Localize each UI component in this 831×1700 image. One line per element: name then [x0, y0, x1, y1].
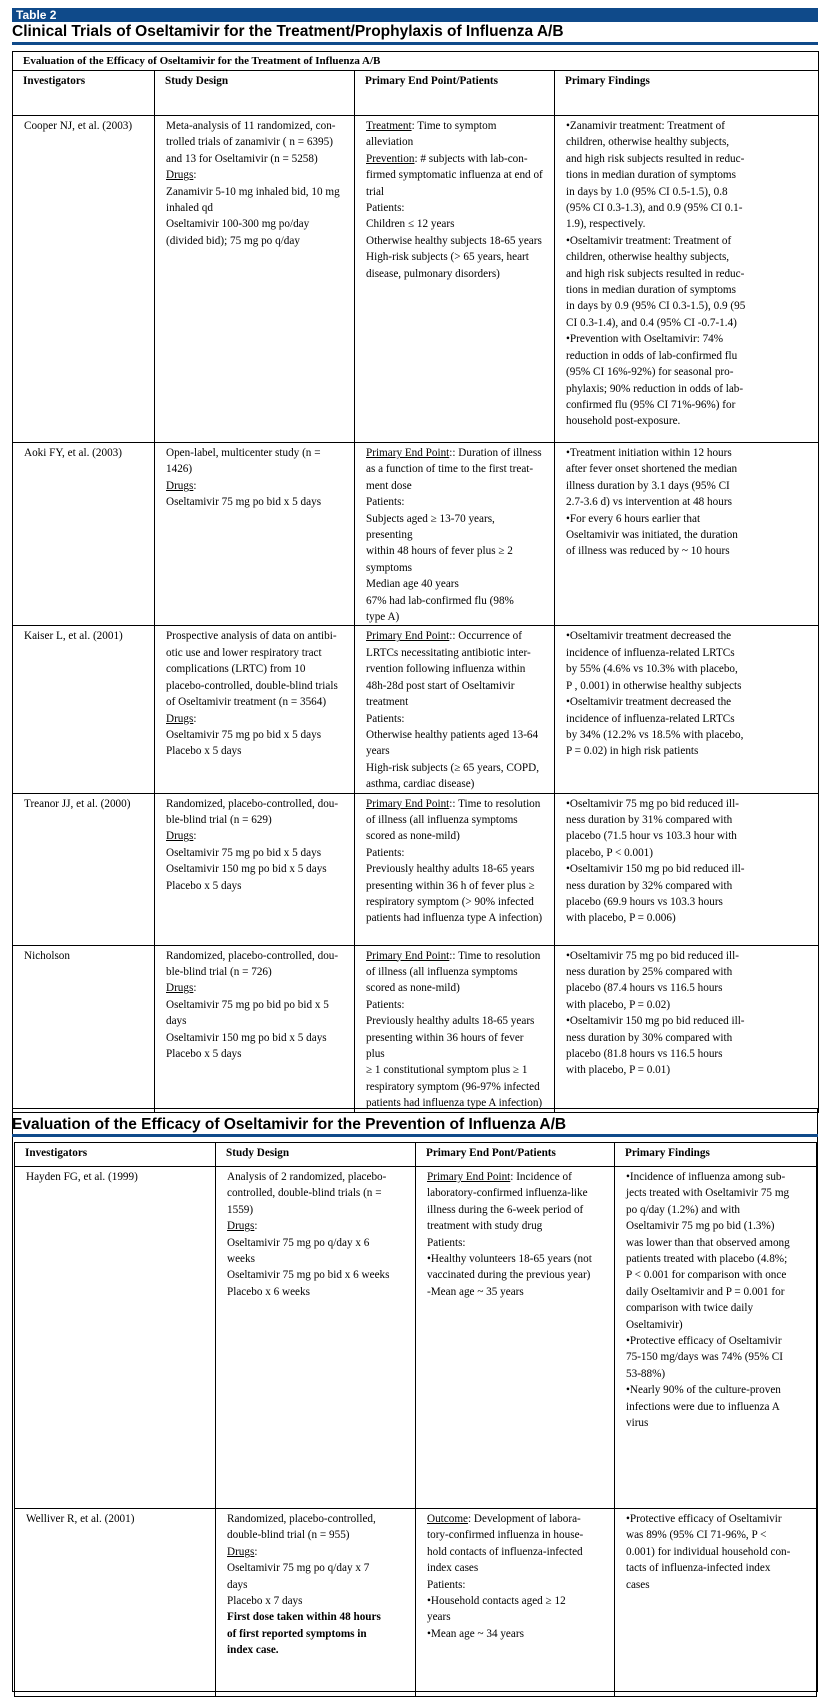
endpoint-line: High-risk subjects (> 65 years, heart: [366, 251, 529, 264]
endpoint-line: Patients:: [366, 712, 405, 725]
design-line: and 13 for Oseltamivir (n = 5258): [166, 152, 318, 165]
findings-line: •Treatment initiation within 12 hours: [566, 447, 732, 459]
findings-line: virus: [626, 1417, 649, 1430]
endpoint-line: firmed symptomatic influenza at end of: [366, 169, 543, 182]
endpoint-line: •Mean age ~ 34 years: [427, 1627, 524, 1640]
findings-line: in days by 1.0 (95% CI 0.5-1.5), 0.8: [566, 185, 728, 198]
findings-line: tions in median duration of symptoms: [566, 169, 736, 182]
findings-line: (95% CI 0.3-1.3), and 0.9 (95% CI 0.1-: [566, 202, 743, 215]
endpoint-cell: [416, 1509, 615, 1697]
findings-line: •Oseltamivir treatment: Treatment of: [566, 234, 732, 247]
endpoint-line: scored as none-mild): [366, 982, 460, 995]
findings-line: ness duration by 32% compared with: [566, 879, 733, 892]
findings-line: phylaxis; 90% reduction in odds of lab-: [566, 382, 744, 395]
endpoint-line: type A): [366, 611, 400, 624]
endpoint-line: respiratory symptom (96-97% infected: [366, 1080, 540, 1093]
design-line: complications (LRTC) from 10: [166, 663, 306, 676]
findings-line: infections were due to influenza A: [626, 1400, 780, 1413]
endpoint-line: scored as none-mild): [366, 830, 460, 843]
design-line: Placebo x 5 days: [166, 879, 242, 892]
findings-line: with placebo, P = 0.02): [566, 998, 671, 1011]
endpoint-line: ≥ 1 constitutional symptom plus ≥ 1: [366, 1064, 528, 1077]
endpoint-line: Primary End Point:: Occurrence of: [366, 630, 522, 643]
design-line: ble-blind trial (n = 726): [166, 965, 272, 978]
table-row: [13, 116, 819, 443]
investigator-cell: Aoki FY, et al. (2003): [13, 443, 155, 626]
endpoint-line: index cases: [427, 1562, 479, 1575]
table-row: [13, 793, 819, 945]
design-cell: [155, 945, 355, 1112]
endpoint-line: Patients:: [366, 998, 405, 1011]
findings-line: ness duration by 25% compared with: [566, 965, 733, 978]
findings-cell: [555, 116, 819, 443]
header-end-point: Primary End Point/Patients: [355, 71, 555, 116]
endpoint-line: of illness (all influenza symptoms: [366, 813, 518, 826]
findings-line: •Protective efficacy of Oseltamivir: [626, 1335, 782, 1348]
design-line: Placebo x 6 weeks: [227, 1285, 310, 1298]
investigator-cell: Kaiser L, et al. (2001): [13, 626, 155, 793]
endpoint-line: ment dose: [366, 479, 412, 492]
design-line: (divided bid); 75 mg po q/day: [166, 234, 300, 247]
design-line: double-blind trial (n = 955): [227, 1529, 350, 1542]
findings-line: illness duration by 3.1 days (95% CI: [566, 479, 730, 492]
design-line: Placebo x 5 days: [166, 745, 242, 758]
design-line: days: [227, 1578, 248, 1591]
design-line: Drugs:: [227, 1220, 258, 1233]
findings-cell: [555, 945, 819, 1112]
endpoint-line: Treatment: Time to symptom: [366, 120, 497, 132]
endpoint-line: presenting within 36 hours of fever plus: [366, 1031, 524, 1060]
findings-line: ness duration by 30% compared with: [566, 1031, 733, 1044]
endpoint-line: Primary End Point:: Time to resolution: [366, 949, 541, 962]
findings-line: cases: [626, 1578, 650, 1591]
endpoint-line: Patients:: [427, 1578, 466, 1591]
design-line: Oseltamivir 75 mg po q/day x 6: [227, 1236, 370, 1249]
design-line: Drugs:: [166, 830, 197, 843]
findings-line: (95% CI 16%-92%) for seasonal pro-: [566, 366, 734, 379]
endpoint-line: Otherwise healthy subjects 18-65 years: [366, 234, 542, 247]
endpoint-line: asthma, cardiac disease): [366, 778, 475, 791]
endpoint-line: Primary End Point:: Time to resolution: [366, 797, 541, 810]
table-row: [13, 626, 819, 793]
findings-line: •Oseltamivir treatment decreased the: [566, 630, 732, 643]
design-cell: [155, 626, 355, 793]
findings-line: P , 0.001) in otherwise healthy subjects: [566, 679, 742, 692]
design-line: otic use and lower respiratory tract: [166, 646, 322, 659]
endpoint-cell: [355, 793, 555, 945]
design-line: Randomized, placebo-controlled, dou-: [166, 949, 339, 962]
findings-line: after fever onset shortened the median: [566, 463, 738, 476]
endpoint-line: treatment with study drug: [427, 1220, 543, 1233]
design-line: of first reported symptoms in: [227, 1627, 367, 1640]
design-line: of Oseltamivir treatment (n = 3564): [166, 696, 327, 709]
design-line: First dose taken within 48 hours: [227, 1611, 381, 1624]
design-line: Oseltamivir 100-300 mg po/day: [166, 218, 310, 231]
investigator-cell: Nicholson: [13, 945, 155, 1112]
header-investigators: Investigators: [13, 71, 155, 116]
design-line: Drugs:: [166, 169, 197, 182]
findings-line: and high risk subjects resulted in reduc-: [566, 267, 745, 280]
findings-line: •Oseltamivir 150 mg po bid reduced ill-: [566, 1015, 745, 1028]
findings-line: by 34% (12.2% vs 18.5% with placebo,: [566, 728, 744, 741]
findings-line: Oseltamivir 75 mg po bid (1.3%): [626, 1220, 775, 1233]
endpoint-line: Otherwise healthy patients aged 13-64: [366, 728, 539, 741]
design-line: Placebo x 5 days: [166, 1047, 242, 1060]
design-cell: [216, 1509, 416, 1697]
findings-line: •Prevention with Oseltamivir: 74%: [566, 333, 724, 346]
design-line: Drugs:: [166, 982, 197, 995]
endpoint-cell: [355, 443, 555, 626]
investigator-cell: Hayden FG, et al. (1999): [15, 1167, 216, 1509]
endpoint-line: patients had influenza type A infection): [366, 1097, 543, 1110]
prevention-title-rule: [12, 1134, 818, 1137]
endpoint-line: laboratory-confirmed influenza-like: [427, 1187, 588, 1200]
endpoint-line: Children ≤ 12 years: [366, 218, 455, 231]
endpoint-line: vaccinated during the previous year): [427, 1269, 591, 1282]
findings-line: •Oseltamivir 150 mg po bid reduced ill-: [566, 863, 745, 876]
findings-line: placebo (81.8 hours vs 116.5 hours: [566, 1047, 723, 1060]
design-line: controlled, double-blind trials (n =: [227, 1187, 382, 1200]
findings-line: •Oseltamivir treatment decreased the: [566, 696, 732, 709]
findings-line: CI 0.3-1.4), and 0.4 (95% CI -0.7-1.4): [566, 316, 737, 329]
findings-line: and high risk subjects resulted in reduc-: [566, 152, 745, 165]
endpoint-line: of illness (all influenza symptoms: [366, 965, 518, 978]
findings-line: •Oseltamivir 75 mg po bid reduced ill-: [566, 797, 739, 810]
design-line: trolled trials of zanamivir ( n = 6395): [166, 136, 333, 149]
table-tag: Table 2: [12, 8, 818, 22]
findings-line: po q/day (1.2%) and with: [626, 1203, 741, 1216]
design-line: Meta-analysis of 11 randomized, con-: [166, 120, 336, 132]
endpoint-line: symptoms: [366, 561, 413, 574]
design-line: Oseltamivir 75 mg po bid x 5 days: [166, 496, 322, 509]
design-line: Oseltamivir 75 mg po bid po bid x 5: [166, 998, 329, 1011]
design-cell: [155, 793, 355, 945]
findings-line: 2.7-3.6 d) vs intervention at 48 hours: [566, 496, 732, 509]
treatment-caption: Evaluation of the Efficacy of Oseltamivir for the Treatment of Influenza A/B: [13, 52, 819, 71]
findings-line: placebo (71.5 hour vs 103.3 hour with: [566, 830, 737, 843]
endpoint-line: •Healthy volunteers 18-65 years (not: [427, 1253, 592, 1266]
endpoint-line: respiratory symptom (> 90% infected: [366, 895, 534, 908]
findings-line: tacts of influenza-infected index: [626, 1562, 771, 1575]
findings-line: 53-88%): [626, 1367, 666, 1380]
header-study-design: Study Design: [216, 1143, 416, 1167]
findings-line: •Oseltamivir 75 mg po bid reduced ill-: [566, 949, 739, 962]
findings-line: 0.001) for individual household con-: [626, 1545, 791, 1558]
findings-line: household post-exposure.: [566, 415, 681, 428]
findings-cell: [615, 1167, 817, 1509]
findings-line: placebo (87.4 hours vs 116.5 hours: [566, 982, 723, 995]
findings-cell: [555, 626, 819, 793]
design-line: weeks: [227, 1253, 255, 1266]
design-line: index case.: [227, 1644, 279, 1657]
findings-line: patients treated with placebo (4.8%;: [626, 1253, 788, 1266]
endpoint-line: tory-confirmed influenza in house-: [427, 1529, 584, 1542]
endpoint-line: Primary End Point: Incidence of: [427, 1171, 572, 1183]
design-line: Randomized, placebo-controlled,: [227, 1513, 376, 1525]
design-line: Oseltamivir 75 mg po bid x 5 days: [166, 846, 322, 859]
endpoint-cell: [355, 116, 555, 443]
endpoint-line: Prevention: # subjects with lab-con-: [366, 152, 528, 165]
design-cell: [216, 1167, 416, 1509]
findings-line: •For every 6 hours earlier that: [566, 512, 701, 525]
endpoint-line: •Household contacts aged ≥ 12: [427, 1595, 566, 1608]
findings-line: reduction in odds of lab-confirmed flu: [566, 349, 738, 362]
endpoint-line: 48h-28d post start of Oseltamivir: [366, 679, 515, 692]
findings-cell: [555, 793, 819, 945]
investigator-cell: Cooper NJ, et al. (2003): [13, 116, 155, 443]
design-line: Placebo x 7 days: [227, 1595, 303, 1608]
prevention-title: Evaluation of the Efficacy of Oseltamivir for the Prevention of Influenza A/B: [12, 1116, 567, 1133]
endpoint-line: LRTCs necessitating antibiotic inter-: [366, 646, 531, 659]
findings-line: in days by 0.9 (95% CI 0.3-1.5), 0.9 (95: [566, 300, 746, 313]
findings-line: was 89% (95% CI 71-96%, P <: [626, 1529, 767, 1542]
table-row: [15, 1167, 817, 1509]
design-line: Analysis of 2 randomized, placebo-: [227, 1171, 387, 1183]
table-row: [13, 443, 819, 626]
findings-line: incidence of influenza-related LRTCs: [566, 646, 735, 659]
findings-line: with placebo, P = 0.01): [566, 1064, 671, 1077]
endpoint-cell: [416, 1167, 615, 1509]
findings-line: P = 0.02) in high risk patients: [566, 745, 699, 758]
findings-cell: [555, 443, 819, 626]
design-line: 1559): [227, 1203, 254, 1216]
design-line: Oseltamivir 75 mg po bid x 6 weeks: [227, 1269, 390, 1282]
endpoint-line: -Mean age ~ 35 years: [427, 1285, 524, 1298]
page-title: Clinical Trials of Oseltamivir for the Treatment/Prophylaxis of Influenza A/B: [12, 23, 564, 40]
design-cell: [155, 116, 355, 443]
endpoint-line: treatment: [366, 696, 409, 709]
design-line: Oseltamivir 75 mg po bid x 5 days: [166, 728, 322, 741]
investigator-cell: Treanor JJ, et al. (2000): [13, 793, 155, 945]
design-line: Oseltamivir 150 mg po bid x 5 days: [166, 863, 327, 876]
title-rule: [12, 42, 818, 45]
design-line: Prospective analysis of data on antibi-: [166, 630, 337, 643]
design-line: days: [166, 1015, 187, 1028]
header-investigators: Investigators: [15, 1143, 216, 1167]
endpoint-line: patients had influenza type A infection): [366, 912, 543, 925]
findings-line: jects treated with Oseltamivir 75 mg: [626, 1187, 790, 1200]
endpoint-line: disease, pulmonary disorders): [366, 267, 500, 280]
endpoint-line: years: [427, 1611, 451, 1624]
findings-line: Oseltamivir): [626, 1318, 683, 1331]
findings-line: with placebo, P = 0.006): [566, 912, 676, 925]
findings-line: confirmed flu (95% CI 71%-96%) for: [566, 398, 736, 411]
endpoint-line: hold contacts of influenza-infected: [427, 1545, 583, 1558]
findings-line: •Incidence of influenza among sub-: [626, 1171, 786, 1183]
endpoint-line: Patients:: [366, 496, 405, 509]
design-line: ble-blind trial (n = 629): [166, 813, 272, 826]
design-cell: [155, 443, 355, 626]
header-end-point: Primary End Pont/Patients: [416, 1143, 615, 1167]
endpoint-line: Patients:: [427, 1236, 466, 1249]
design-line: 1426): [166, 463, 193, 476]
endpoint-line: Median age 40 years: [366, 578, 459, 591]
findings-line: placebo (69.9 hours vs 103.3 hours: [566, 895, 723, 908]
findings-line: •Protective efficacy of Oseltamivir: [626, 1513, 782, 1525]
endpoint-line: illness during the 6-week period of: [427, 1203, 584, 1216]
design-line: Open-label, multicenter study (n =: [166, 447, 321, 459]
findings-line: children, otherwise healthy subjects,: [566, 251, 730, 264]
endpoint-line: as a function of time to the first treat-: [366, 463, 534, 476]
endpoint-line: Subjects aged ≥ 13-70 years, presenting: [366, 512, 495, 542]
endpoint-line: presenting within 36 h of fever plus ≥: [366, 879, 535, 892]
design-line: Randomized, placebo-controlled, dou-: [166, 797, 339, 810]
endpoint-line: trial: [366, 185, 385, 198]
investigator-cell: Welliver R, et al. (2001): [15, 1509, 216, 1697]
design-line: inhaled qd: [166, 202, 213, 215]
header-study-design: Study Design: [155, 71, 355, 116]
design-line: Drugs:: [227, 1545, 258, 1558]
findings-cell: [615, 1509, 817, 1697]
header-findings: Primary Findings: [615, 1143, 817, 1167]
findings-line: P < 0.001 for comparison with once: [626, 1269, 787, 1282]
findings-line: ness duration by 31% compared with: [566, 813, 733, 826]
findings-line: of illness was reduced by ~ 10 hours: [566, 545, 730, 558]
table-row: [13, 945, 819, 1112]
design-line: Drugs:: [166, 479, 197, 492]
findings-line: •Nearly 90% of the culture-proven: [626, 1384, 781, 1397]
endpoint-line: alleviation: [366, 136, 414, 149]
endpoint-line: within 48 hours of fever plus ≥ 2: [366, 545, 513, 558]
endpoint-line: 67% had lab-confirmed flu (98%: [366, 594, 514, 607]
endpoint-line: High-risk subjects (≥ 65 years, COPD,: [366, 761, 540, 774]
endpoint-line: Previously healthy adults 18-65 years: [366, 1015, 535, 1028]
design-line: Oseltamivir 75 mg po q/day x 7: [227, 1562, 370, 1575]
endpoint-line: rvention following influenza within: [366, 663, 526, 676]
design-line: placebo-controlled, double-blind trials: [166, 679, 338, 692]
findings-line: by 55% (4.6% vs 10.3% with placebo,: [566, 663, 738, 676]
findings-line: was lower than that observed among: [626, 1236, 790, 1249]
findings-line: daily Oseltamivir and P = 0.001 for: [626, 1285, 785, 1298]
findings-line: tions in median duration of symptoms: [566, 284, 736, 297]
endpoint-line: Patients:: [366, 202, 405, 215]
findings-line: comparison with twice daily: [626, 1302, 754, 1315]
findings-line: •Zanamivir treatment: Treatment of: [566, 120, 725, 132]
prevention-table: [14, 1142, 817, 1697]
design-line: Drugs:: [166, 712, 197, 725]
table-row: [15, 1509, 817, 1697]
findings-line: children, otherwise healthy subjects,: [566, 136, 730, 149]
header-findings: Primary Findings: [555, 71, 819, 116]
findings-line: Oseltamivir was initiated, the duration: [566, 529, 738, 542]
treatment-table: [12, 51, 819, 1113]
findings-line: 1.9), respectively.: [566, 218, 646, 231]
endpoint-cell: [355, 626, 555, 793]
endpoint-line: years: [366, 745, 390, 758]
endpoint-line: Previously healthy adults 18-65 years: [366, 863, 535, 876]
findings-line: placebo, P < 0.001): [566, 846, 653, 859]
endpoint-line: Primary End Point:: Duration of illness: [366, 447, 542, 459]
design-line: Oseltamivir 150 mg po bid x 5 days: [166, 1031, 327, 1044]
endpoint-cell: [355, 945, 555, 1112]
findings-line: 75-150 mg/days was 74% (95% CI: [626, 1351, 783, 1364]
endpoint-line: Patients:: [366, 846, 405, 859]
findings-line: incidence of influenza-related LRTCs: [566, 712, 735, 725]
design-line: Zanamivir 5-10 mg inhaled bid, 10 mg: [166, 185, 340, 198]
endpoint-line: Outcome: Development of labora-: [427, 1513, 581, 1525]
